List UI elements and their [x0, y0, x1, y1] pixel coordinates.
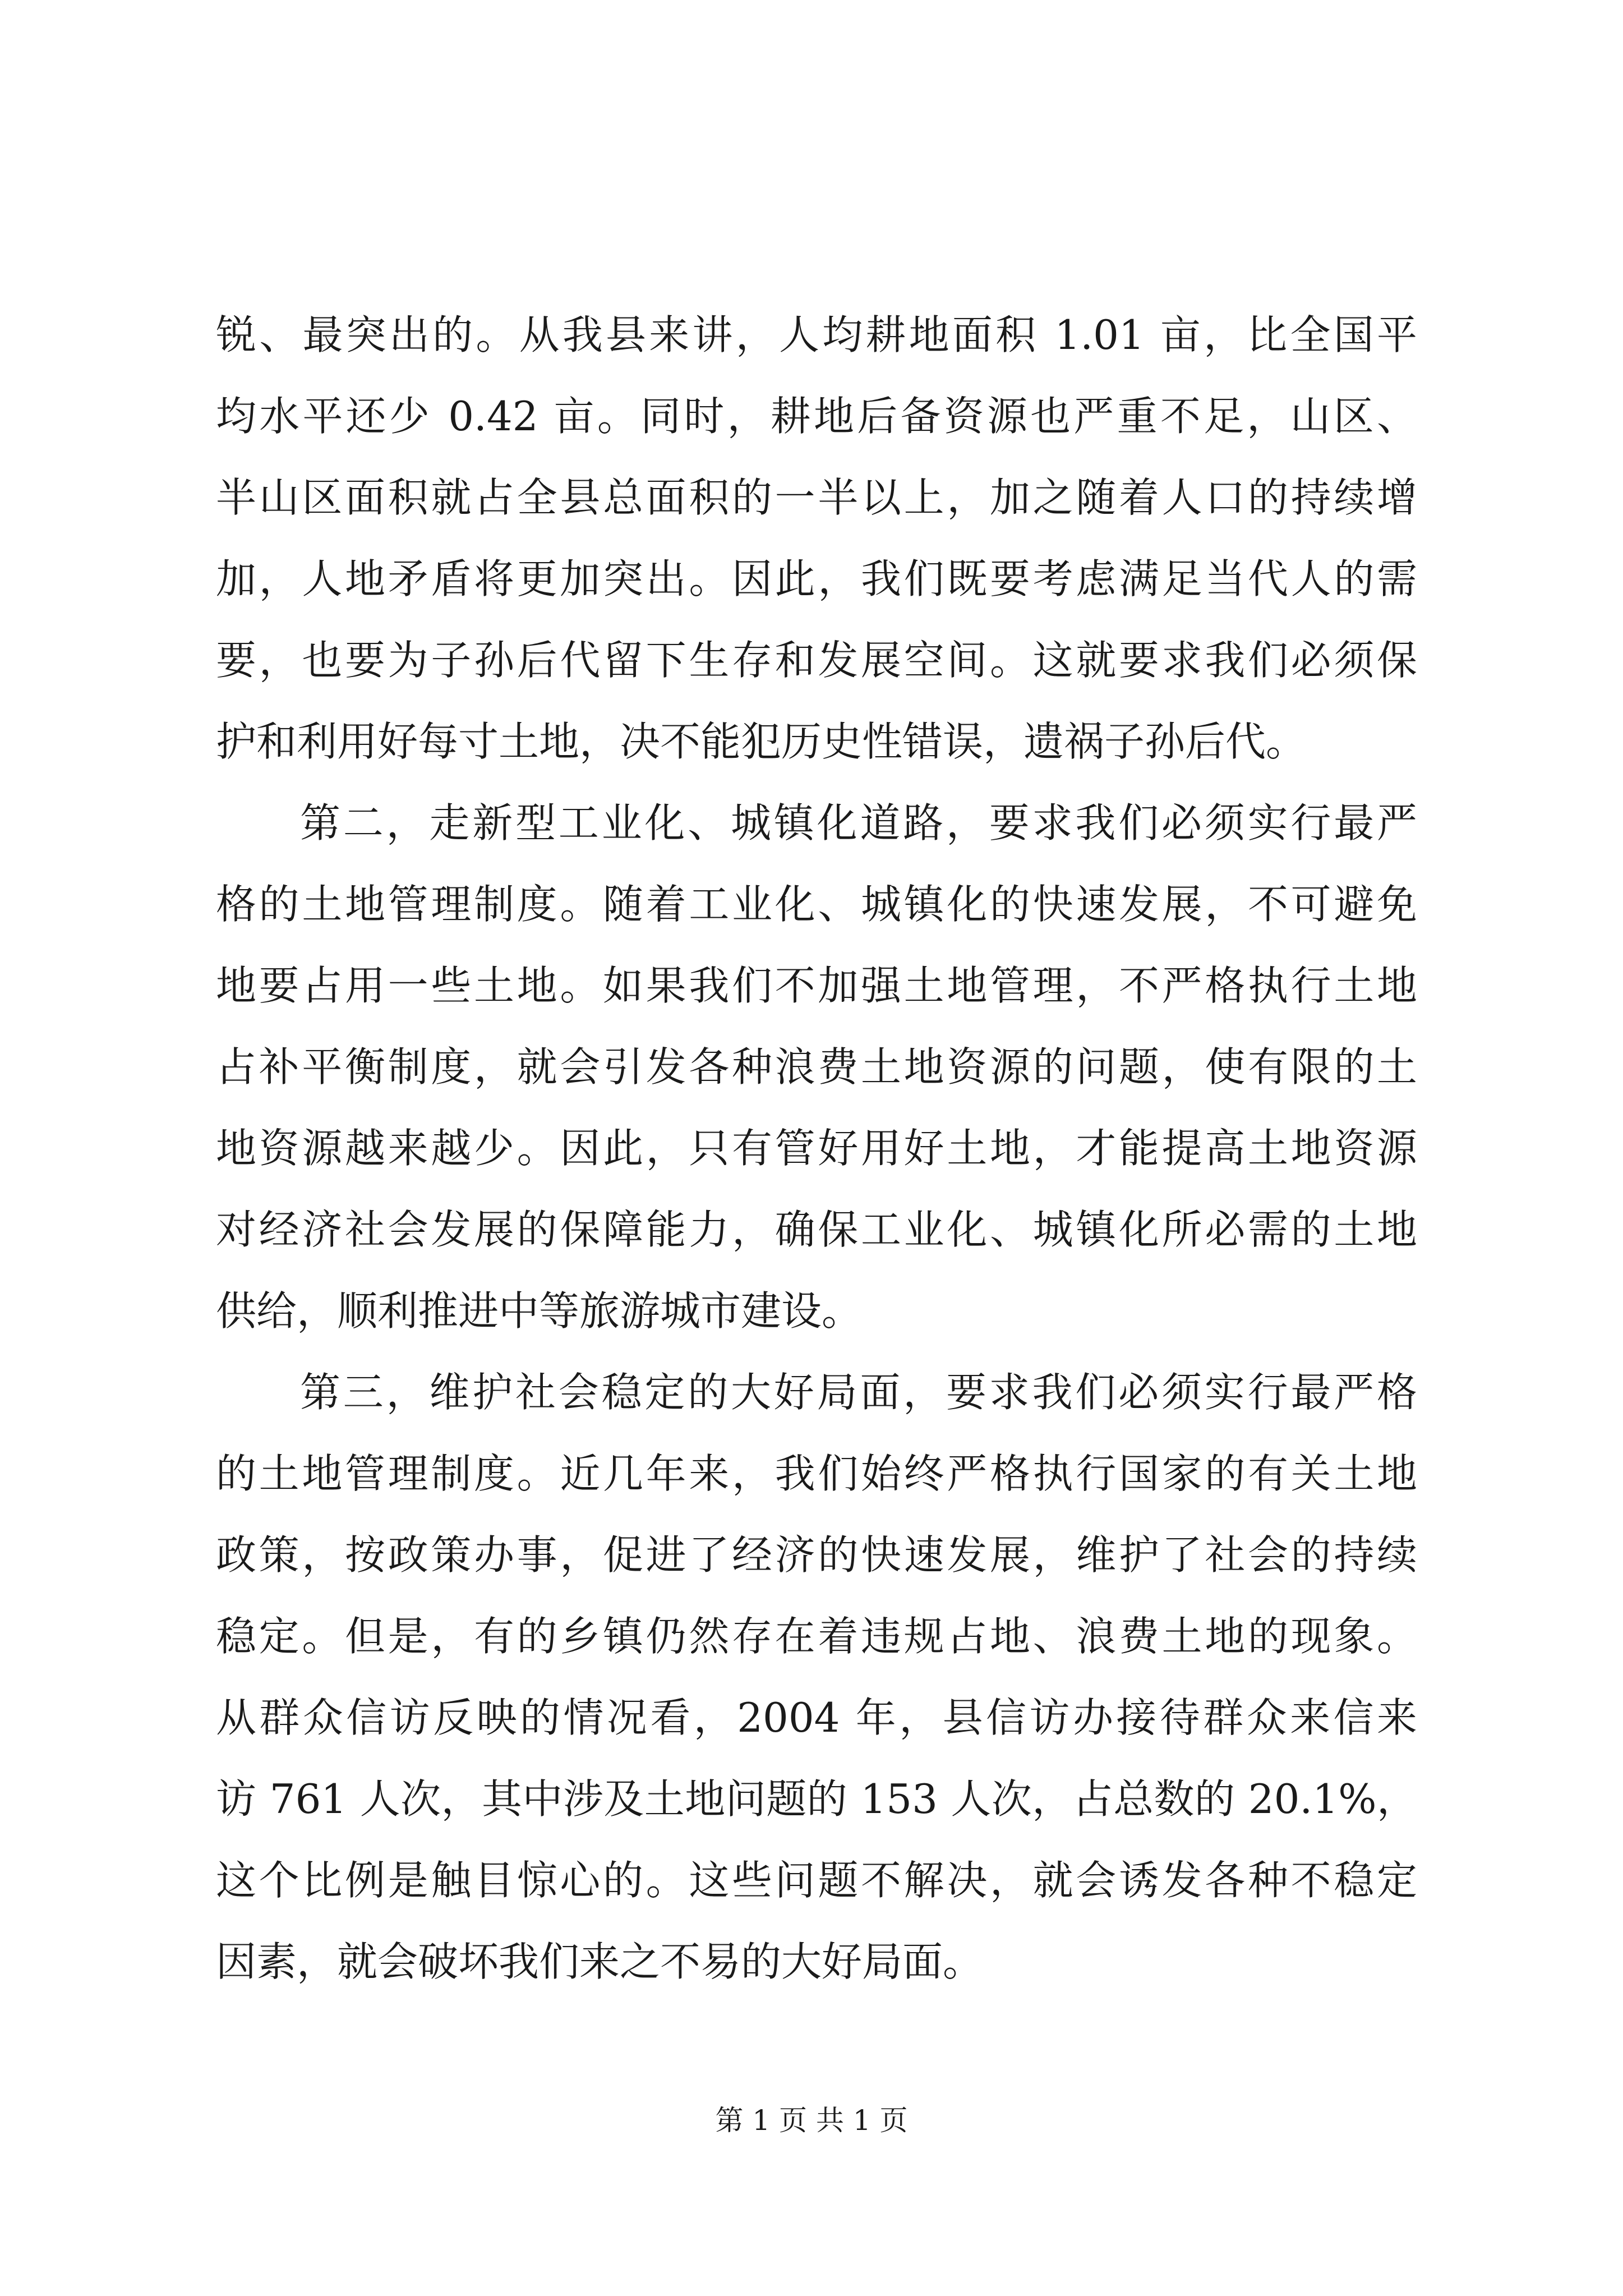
- text-line: 格的土地管理制度。随着工业化、城镇化的快速发展，不可避免: [216, 881, 1417, 928]
- text-line: 政策，按政策办事，促进了经济的快速发展，维护了社会的持续: [216, 1531, 1417, 1579]
- document-body: [216, 295, 1417, 2003]
- text-line: 因素，就会破坏我们来之不易的大好局面。: [216, 1938, 984, 1985]
- text-line: 均水平还少 0.42 亩。同时，耕地后备资源也严重不足，山区、: [216, 393, 1417, 440]
- text-line: 第二，走新型工业化、城镇化道路，要求我们必须实行最严: [300, 799, 1417, 846]
- text-line: 第三，维护社会稳定的大好局面，要求我们必须实行最严格: [300, 1369, 1417, 1416]
- paragraph-1: [216, 295, 1417, 783]
- text-line: 稳定。但是，有的乡镇仍然存在着违规占地、浪费土地的现象。: [216, 1613, 1417, 1660]
- text-line: 的土地管理制度。近几年来，我们始终严格执行国家的有关土地: [216, 1450, 1417, 1497]
- paragraph-3: [216, 1352, 1417, 2003]
- text-line: 占补平衡制度，就会引发各种浪费土地资源的问题，使有限的土: [216, 1043, 1417, 1091]
- text-line: 地要占用一些土地。如果我们不加强土地管理，不严格执行土地: [216, 962, 1417, 1009]
- text-line: 对经济社会发展的保障能力，确保工业化、城镇化所必需的土地: [216, 1206, 1417, 1253]
- text-line: 锐、最突出的。从我县来讲，人均耕地面积 1.01 亩，比全国平: [216, 311, 1417, 358]
- text-line: 要，也要为子孙后代留下生存和发展空间。这就要求我们必须保: [216, 637, 1417, 684]
- page-footer: 第 1 页 共 1 页: [715, 2104, 908, 2137]
- text-line: 地资源越来越少。因此，只有管好用好土地，才能提高土地资源: [216, 1125, 1417, 1172]
- text-line: 加，人地矛盾将更加突出。因此，我们既要考虑满足当代人的需: [216, 555, 1417, 602]
- text-line: 供给，顺利推进中等旅游城市建设。: [216, 1287, 863, 1335]
- text-line: 半山区面积就占全县总面积的一半以上，加之随着人口的持续增: [216, 474, 1417, 521]
- text-line: 访 761 人次，其中涉及土地问题的 153 人次，占总数的 20.1%，: [216, 1775, 1417, 1823]
- text-line: 这个比例是触目惊心的。这些问题不解决，就会诱发各种不稳定: [216, 1857, 1417, 1904]
- text-line: 从群众信访反映的情况看，2004 年，县信访办接待群众来信来: [216, 1694, 1417, 1741]
- text-line: 护和利用好每寸土地，决不能犯历史性错误，遗祸子孙后代。: [216, 718, 1307, 765]
- paragraph-2: [216, 783, 1417, 1352]
